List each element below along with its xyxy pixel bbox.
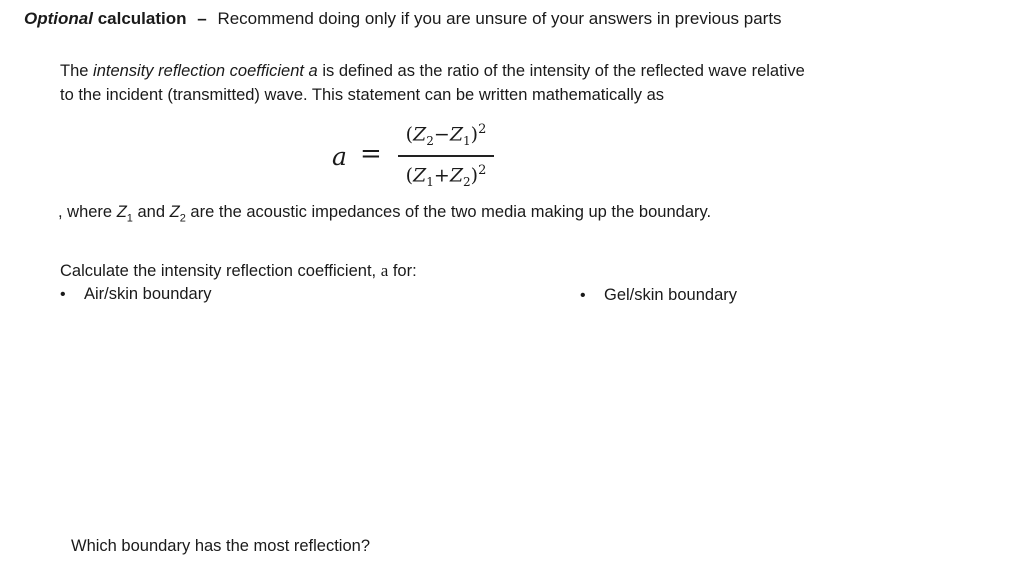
calculate-prompt: Calculate the intensity reflection coefficient, a for: bbox=[60, 261, 417, 280]
reflection-formula bbox=[330, 118, 530, 198]
formula-equals: = bbox=[360, 139, 382, 169]
bullet-marker: • bbox=[580, 287, 586, 304]
z1-symbol: Z bbox=[116, 203, 127, 221]
formula-denominator: $(Z_1+Z_2)^2$ bbox=[405, 163, 487, 190]
question-text: Which boundary has the most reflection? bbox=[71, 537, 370, 555]
heading-calculation: calculation bbox=[97, 9, 187, 28]
bullet-air-skin bbox=[60, 285, 211, 304]
coefficient-symbol: a bbox=[380, 261, 389, 280]
bullet-marker: • bbox=[60, 286, 66, 303]
z2-symbol: Z bbox=[169, 203, 180, 221]
bullet-label: Gel/skin boundary bbox=[604, 286, 737, 304]
intro-paragraph bbox=[60, 59, 820, 107]
heading-dash: – bbox=[197, 9, 207, 28]
slide-heading bbox=[24, 9, 782, 29]
intro-part2: is defined as the ratio of the intensity of the reflected wave relative to the incident (transmitted) wave. This statement can be written mathematically as bbox=[60, 62, 805, 104]
bullet-label: Air/skin boundary bbox=[84, 285, 212, 303]
heading-optional: Optional bbox=[24, 9, 93, 28]
intro-term: intensity reflection coefficient a bbox=[93, 62, 318, 80]
formula-lhs: a bbox=[332, 142, 347, 171]
intro-part1: The bbox=[60, 62, 94, 80]
fraction-bar bbox=[398, 155, 494, 157]
formula-numerator: $(Z_2-Z_1)^2$ bbox=[405, 122, 487, 149]
bullet-gel-skin bbox=[580, 286, 737, 305]
where-clause: , where $Z_1$ and $Z_2$ are the acoustic impedances of the two media making up the boundary. bbox=[58, 203, 712, 225]
heading-instruction: Recommend doing only if you are unsure of your answers in previous parts bbox=[217, 9, 782, 28]
